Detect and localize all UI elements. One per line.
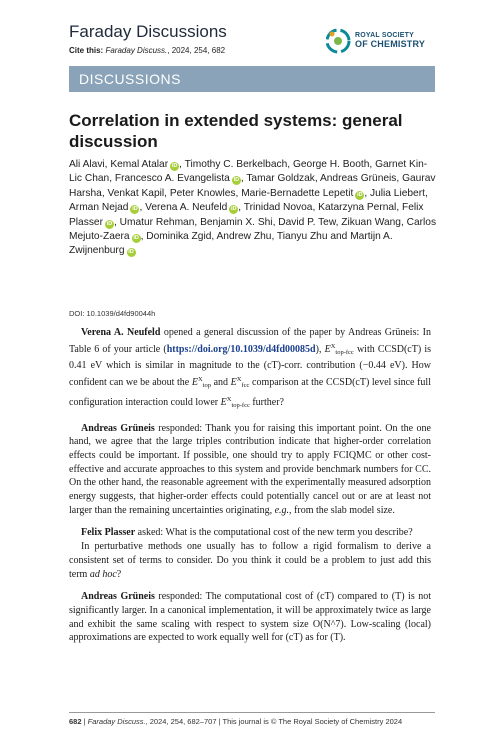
doi[interactable]: DOI: 10.1039/d4fd90044h bbox=[69, 309, 156, 318]
footer-copyright: This journal is © The Royal Society of Chemistry 2024 bbox=[222, 717, 403, 726]
author-list: Ali Alavi, Kemal Atalar iD , Timothy C. Berkelbach, George H. Booth, Garnet Kin-Lic Chan, Francesco A. Evangelista iD , Tamar Goldzak, Andreas Grüneis, Gaurav Harsha, Venkat Kapil, Peter Knowles, Marie-Bernadette Lepetit iD , Julia Liebert, Arman Nejad iD , Verena A. Neufeld iD , Trinidad Novoa, Katarzyna Pernal, Felix Plasser iD , Umatur Rehman, Benjamin X. Shi, David P. Tew, Zikuan Wang, Carlos Mejuto-Zaera iD , Dominika Zgid, Andrew Zhu, Tianyu Zhu and Martijn A. Zwijnenburg iD bbox=[69, 159, 437, 257]
author-name: Benjamin X. Shi bbox=[200, 216, 273, 228]
paragraph: Andreas Grüneis responded: Thank you for raising this important point. On the one hand, we agree that the large triples contribution indicate that higher-order correlation effects could be important. If possible, one should try to apply FCIQMC or other cost-effective and accurate approaches to this system and provide benchmark numbers for CC. On the other hand, the reasonable agreement with the experimentally measured adsorption energy suggests, that higher-order effects could potentially cancel out or are at least not larger than the remaining uncertainties originating, e.g., from the slab model size. bbox=[69, 422, 431, 516]
author-name: Felix Plasser bbox=[69, 202, 424, 228]
footer-citation: , 2024, 254, 682–707 bbox=[145, 717, 217, 726]
paragraph: In perturbative methods one usually has to follow a rigid formalism to derive a consistent set of terms to consider. Do you think it could be a problem to just add this term ad hoc? bbox=[69, 541, 431, 580]
author-name: Andreas Grüneis bbox=[319, 173, 397, 185]
author-name: Trinidad Novoa bbox=[243, 202, 313, 214]
author-name: Katarzyna Pernal bbox=[318, 202, 397, 214]
page-number: 682 bbox=[69, 717, 82, 726]
publisher-name bbox=[355, 31, 425, 49]
orcid-icon[interactable]: iD bbox=[171, 163, 178, 169]
orcid-icon[interactable]: iD bbox=[233, 177, 240, 184]
author-name: Zikuan Wang bbox=[341, 216, 401, 228]
author-name: Tamar Goldzak bbox=[246, 173, 315, 185]
cite-label: Cite this: bbox=[69, 46, 104, 55]
article-title: Correlation in extended systems: general discussion bbox=[69, 111, 403, 151]
paragraph: Felix Plasser asked: What is the computational cost of the new term you describe? bbox=[81, 527, 413, 539]
author-name: Ali Alavi bbox=[69, 159, 105, 170]
speaker: Felix Plasser bbox=[81, 527, 136, 539]
author-name: Marie-Bernadette Lepetit bbox=[241, 187, 354, 199]
article-link[interactable]: https://doi.org/10.1039/d4fd00085d bbox=[166, 343, 316, 355]
speaker: Andreas Grüneis bbox=[81, 422, 155, 434]
section-banner: DISCUSSIONS bbox=[69, 66, 435, 92]
author-name: Carlos Mejuto-Zaera bbox=[69, 216, 437, 243]
publisher-line2: OF CHEMISTRY bbox=[355, 39, 426, 49]
orcid-icon[interactable]: iD bbox=[357, 191, 363, 198]
orcid-icon[interactable]: iD bbox=[133, 235, 139, 242]
author-name: Andrew Zhu bbox=[216, 231, 272, 243]
paragraph: Andreas Grüneis responded: The computational cost of (cT) compared to (T) is not significantly larger. In a canonical implementation, it will be approximately twice as large and exhibit the same scaling with respect to system size O(N^7). Low-scaling (local) approximations are expected to work equally well for (cT) as for (T). bbox=[69, 591, 431, 644]
author-name: Timothy C. Berkelbach bbox=[184, 159, 288, 170]
citation-line bbox=[69, 46, 225, 55]
orcid-icon[interactable]: iD bbox=[128, 249, 134, 256]
author-name: Venkat Kapil bbox=[107, 187, 165, 199]
publisher-line1: ROYAL SOCIETY bbox=[355, 32, 415, 39]
author-name: Tianyu Zhu bbox=[276, 231, 328, 243]
footer-journal: Faraday Discuss. bbox=[87, 717, 146, 726]
speaker: Verena A. Neufeld bbox=[81, 327, 161, 338]
orcid-icon[interactable]: iD bbox=[132, 206, 138, 213]
orcid-icon[interactable]: iD bbox=[231, 206, 237, 213]
author-name: Dominika Zgid bbox=[146, 231, 212, 243]
author-name: Umatur Rehman bbox=[119, 216, 195, 228]
author-name: Kemal Atalar bbox=[110, 159, 169, 170]
author-name: Arman Nejad bbox=[69, 202, 129, 214]
author-name: Gaurav Harsha bbox=[69, 173, 436, 199]
discussion-body bbox=[69, 326, 431, 645]
paragraph: Verena A. Neufeld opened a general discussion of the paper by Andreas Grüneis: In Table 6 of your article (https://doi.org/10.1039/d4fd00085d), $E^X_{top-fcc}$ with CCSD(cT) is 0.41 eV which is similar in magnitude to the (cT)-corr. contribution (−0.44 eV). How confident can we be about the $E^X_{top}$ and $E^X_{fcc}$ comparison at the CCSD(cT) level since full configuration interaction could lower $E^X_{top-fcc}$ further? bbox=[69, 327, 432, 409]
author-name: Verena A. Neufeld bbox=[145, 202, 228, 214]
speaker: Andreas Grüneis bbox=[81, 591, 155, 603]
cite-rest: , 2024, 254, 682 bbox=[167, 46, 226, 55]
author-name: David P. Tew bbox=[278, 216, 336, 228]
author-name: Martijn A. Zwijnenburg bbox=[69, 231, 393, 257]
author-name: Garnet Kin-Lic Chan bbox=[69, 159, 428, 185]
author-name: George H. Booth bbox=[292, 159, 370, 170]
page-footer: 682 | Faraday Discuss., 2024, 254, 682–707 | This journal is © The Royal Society of Chemistry 2024 bbox=[69, 712, 435, 726]
journal-title: Faraday Discussions bbox=[69, 22, 227, 41]
author-name: Julia Liebert bbox=[370, 187, 425, 199]
orcid-icon[interactable]: iD bbox=[106, 220, 113, 227]
author-name: Francesco A. Evangelista bbox=[114, 173, 230, 185]
author-name: Peter Knowles bbox=[169, 187, 236, 199]
cite-journal: Faraday Discuss. bbox=[105, 46, 168, 55]
